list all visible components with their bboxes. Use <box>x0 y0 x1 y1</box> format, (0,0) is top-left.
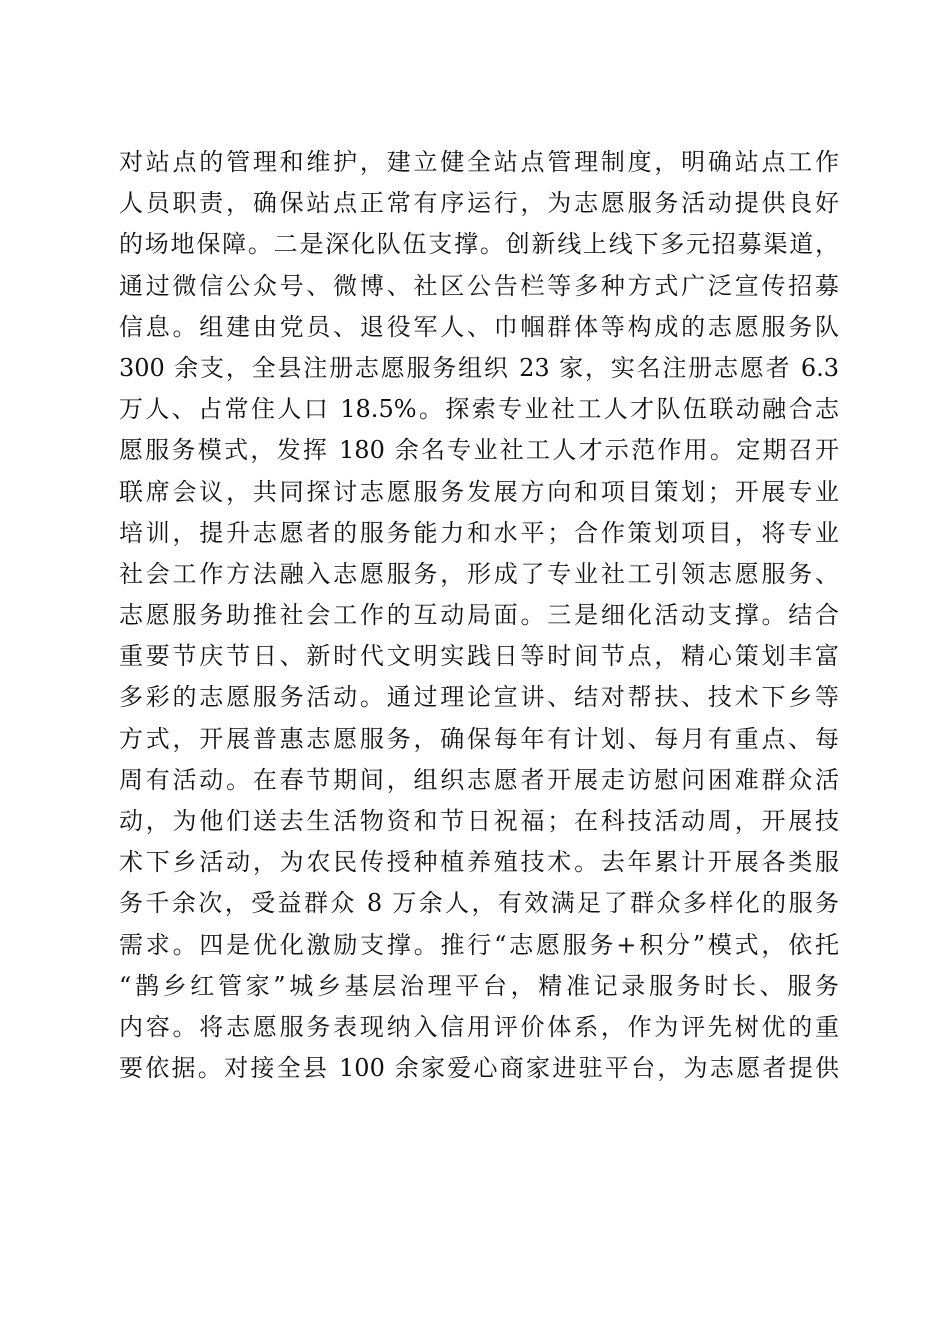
text-line: 300 余支，全县注册志愿服务组织 23 家，实名注册志愿者 6.3 <box>119 353 839 382</box>
text-line: “鹊乡红管家”城乡基层治理平台，精准记录服务时长、服务 <box>119 971 839 1000</box>
text-line: 对站点的管理和维护，建立健全站点管理制度，明确站点工作 <box>119 148 839 176</box>
text-line: 通过微信公众号、微博、社区公告栏等多种方式广泛宣传招募 <box>119 271 839 300</box>
text-line: 培训，提升志愿者的服务能力和水平；合作策划项目，将专业 <box>119 518 839 547</box>
text-line: 信息。组建由党员、退役军人、巾帼群体等构成的志愿服务队 <box>119 312 839 341</box>
text-line: 联席会议，共同探讨志愿服务发展方向和项目策划；开展专业 <box>119 477 839 506</box>
text-line: 的场地保障。二是深化队伍支撑。创新线上线下多元招募渠道， <box>119 230 839 259</box>
text-line: 愿服务模式，发挥 180 余名专业社工人才示范作用。定期召开 <box>119 436 839 465</box>
text-line: 方式，开展普惠志愿服务，确保每年有计划、每月有重点、每 <box>119 724 839 753</box>
text-line: 社会工作方法融入志愿服务，形成了专业社工引领志愿服务、 <box>119 559 839 588</box>
text-line: 重要节庆节日、新时代文明实践日等时间节点，精心策划丰富 <box>119 642 839 671</box>
body-text <box>119 142 839 1089</box>
text-line: 志愿服务助推社会工作的互动局面。三是细化活动支撑。结合 <box>119 601 839 630</box>
text-line: 要依据。对接全县 100 余家爱心商家进驻平台，为志愿者提供 <box>119 1054 839 1083</box>
text-line: 术下乡活动，为农民传授种植养殖技术。去年累计开展各类服 <box>119 848 839 877</box>
text-line: 需求。四是优化激励支撑。推行“志愿服务+积分”模式，依托 <box>119 930 839 959</box>
text-line: 人员职责，确保站点正常有序运行，为志愿服务活动提供良好 <box>119 189 839 218</box>
text-line: 内容。将志愿服务表现纳入信用评价体系，作为评先树优的重 <box>119 1012 839 1041</box>
text-line: 万人、占常住人口 18.5%。探索专业社工人才队伍联动融合志 <box>119 395 839 424</box>
text-line: 周有活动。在春节期间，组织志愿者开展走访慰问困难群众活 <box>119 765 839 794</box>
text-line: 务千余次，受益群众 8 万余人，有效满足了群众多样化的服务 <box>119 889 839 918</box>
text-line: 多彩的志愿服务活动。通过理论宣讲、结对帮扶、技术下乡等 <box>119 683 839 712</box>
text-line: 动，为他们送去生活物资和节日祝福；在科技活动周，开展技 <box>119 807 839 835</box>
